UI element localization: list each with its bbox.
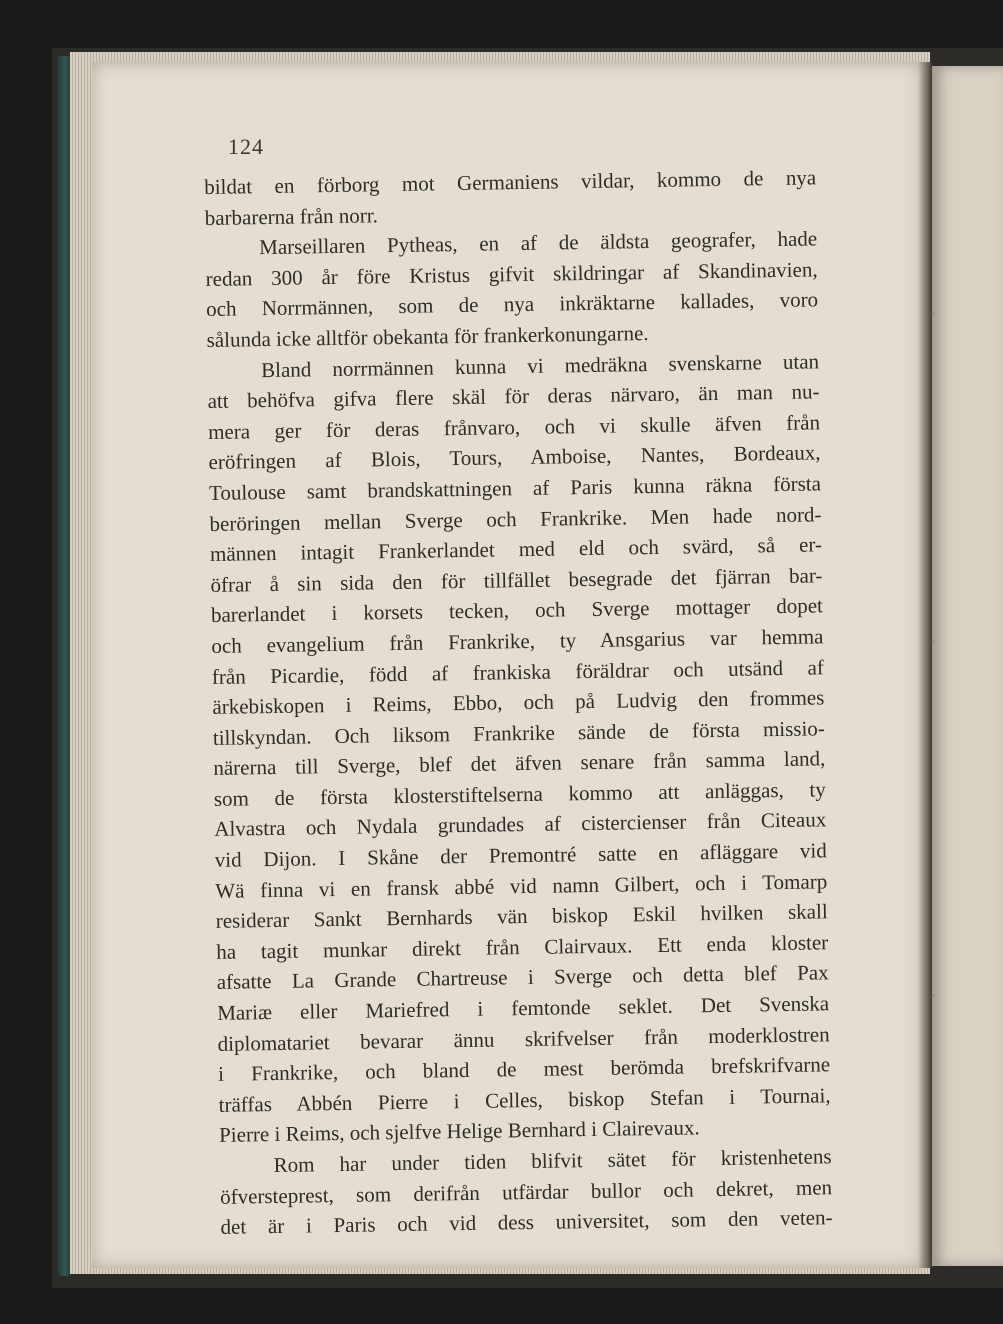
page-gutter xyxy=(918,62,932,1268)
margin-mark: · xyxy=(932,637,936,648)
text-line: sålunda icke alltför obekanta för frankerkonungarne. xyxy=(206,321,649,352)
text-line: som de första klosterstiftelserna kommo att anläggas, ty xyxy=(213,777,826,811)
page-number: 124 xyxy=(228,134,264,159)
text-line: Toulouse samt brandskattningen af Paris kunna räkna första xyxy=(208,471,822,505)
text-line: Rom har under tiden blifvit sätet för kristenhetens xyxy=(273,1144,832,1178)
text-line: och Norrmännen, som de nya inkräktarne kallades, voro xyxy=(205,287,819,322)
text-line: närerna till Sverge, blef det äfven senare från samma land, xyxy=(213,746,826,781)
text-line: träffas Abbén Pierre i Celles, biskop Stefan i Tournai, xyxy=(218,1083,831,1117)
text-line: öfversteprest, som derifrån utfärdar bullor och dekret, men xyxy=(219,1174,833,1209)
body-text xyxy=(204,162,833,1242)
text-line: Wä finna vi en fransk abbé vid namn Gilbert, och i Tomarp xyxy=(215,868,828,903)
facing-page-edge xyxy=(932,66,1003,1266)
text-line: barbarerna från norr. xyxy=(204,202,379,230)
text-line: att behöfva gifva flere skäl för deras närvaro, än man nu- xyxy=(207,379,820,414)
text-line: vid Dijon. I Skåne der Premontré satte en afläggare vid xyxy=(214,838,827,872)
text-line: ha tagit munkar direkt från Clairvaux. Ett enda kloster xyxy=(216,930,829,964)
text-line: Marseillaren Pytheas, en af de äldsta geografer, hade xyxy=(259,226,818,260)
margin-mark: · xyxy=(932,309,936,320)
text-line: Bland norrmännen kunna vi medräkna svenskarne utan xyxy=(260,348,820,382)
margin-mark: · xyxy=(932,991,936,1002)
text-line: männen intagit Frankerlandet med eld och svärd, så er- xyxy=(209,532,823,567)
text-line: Alvastra och Nydala grundades af cistercienser från Citeaux xyxy=(214,807,827,842)
text-line: Mariæ eller Mariefred i femtonde seklet. Det Svenska xyxy=(217,991,830,1025)
text-line: ärkebiskopen i Reims, Ebbo, och på Ludvig den frommes xyxy=(212,685,825,720)
text-line: det är i Paris och vid dess universitet, som den veten- xyxy=(220,1205,833,1240)
text-line: afsatte La Grande Chartreuse i Sverge och detta blef Pax xyxy=(216,960,829,995)
text-line: diplomatariet bevarar ännu skrifvelser från moderklostren xyxy=(217,1021,830,1056)
text-line: eröfringen af Blois, Tours, Amboise, Nantes, Bordeaux, xyxy=(208,440,821,475)
text-line: redan 300 år före Kristus gifvit skildringar af Skandinavien, xyxy=(205,257,818,291)
text-line: i Frankrike, och bland de mest berömda brefskrifvarne xyxy=(217,1052,831,1087)
text-line: Pierre i Reims, och sjelfve Helige Bernhard i Clairevaux. xyxy=(218,1115,700,1148)
text-line: öfrar å sin sida den för tillfället besegrade det fjärran bar- xyxy=(210,563,823,597)
text-line: beröringen mellan Sverge och Frankrike. Men hade nord- xyxy=(209,501,822,536)
text-line: tillskyndan. Och liksom Frankrike sände de första missio- xyxy=(212,716,825,750)
text-line: mera ger för deras frånvaro, och vi skulle äfven från xyxy=(207,410,821,444)
text-line: bildat en förborg mot Germaniens vildar, kommo de nya xyxy=(204,165,817,199)
text-line: residerar Sankt Bernhards vän biskop Eskil hvilken skall xyxy=(215,899,828,934)
text-line: barerlandet i korsets tecken, och Sverge mottager dopet xyxy=(210,593,824,628)
text-line: och evangelium från Frankrike, ty Ansgarius var hemma xyxy=(211,624,824,658)
text-line: från Picardie, född af frankiska föräldrar och utsänd af xyxy=(211,654,825,689)
